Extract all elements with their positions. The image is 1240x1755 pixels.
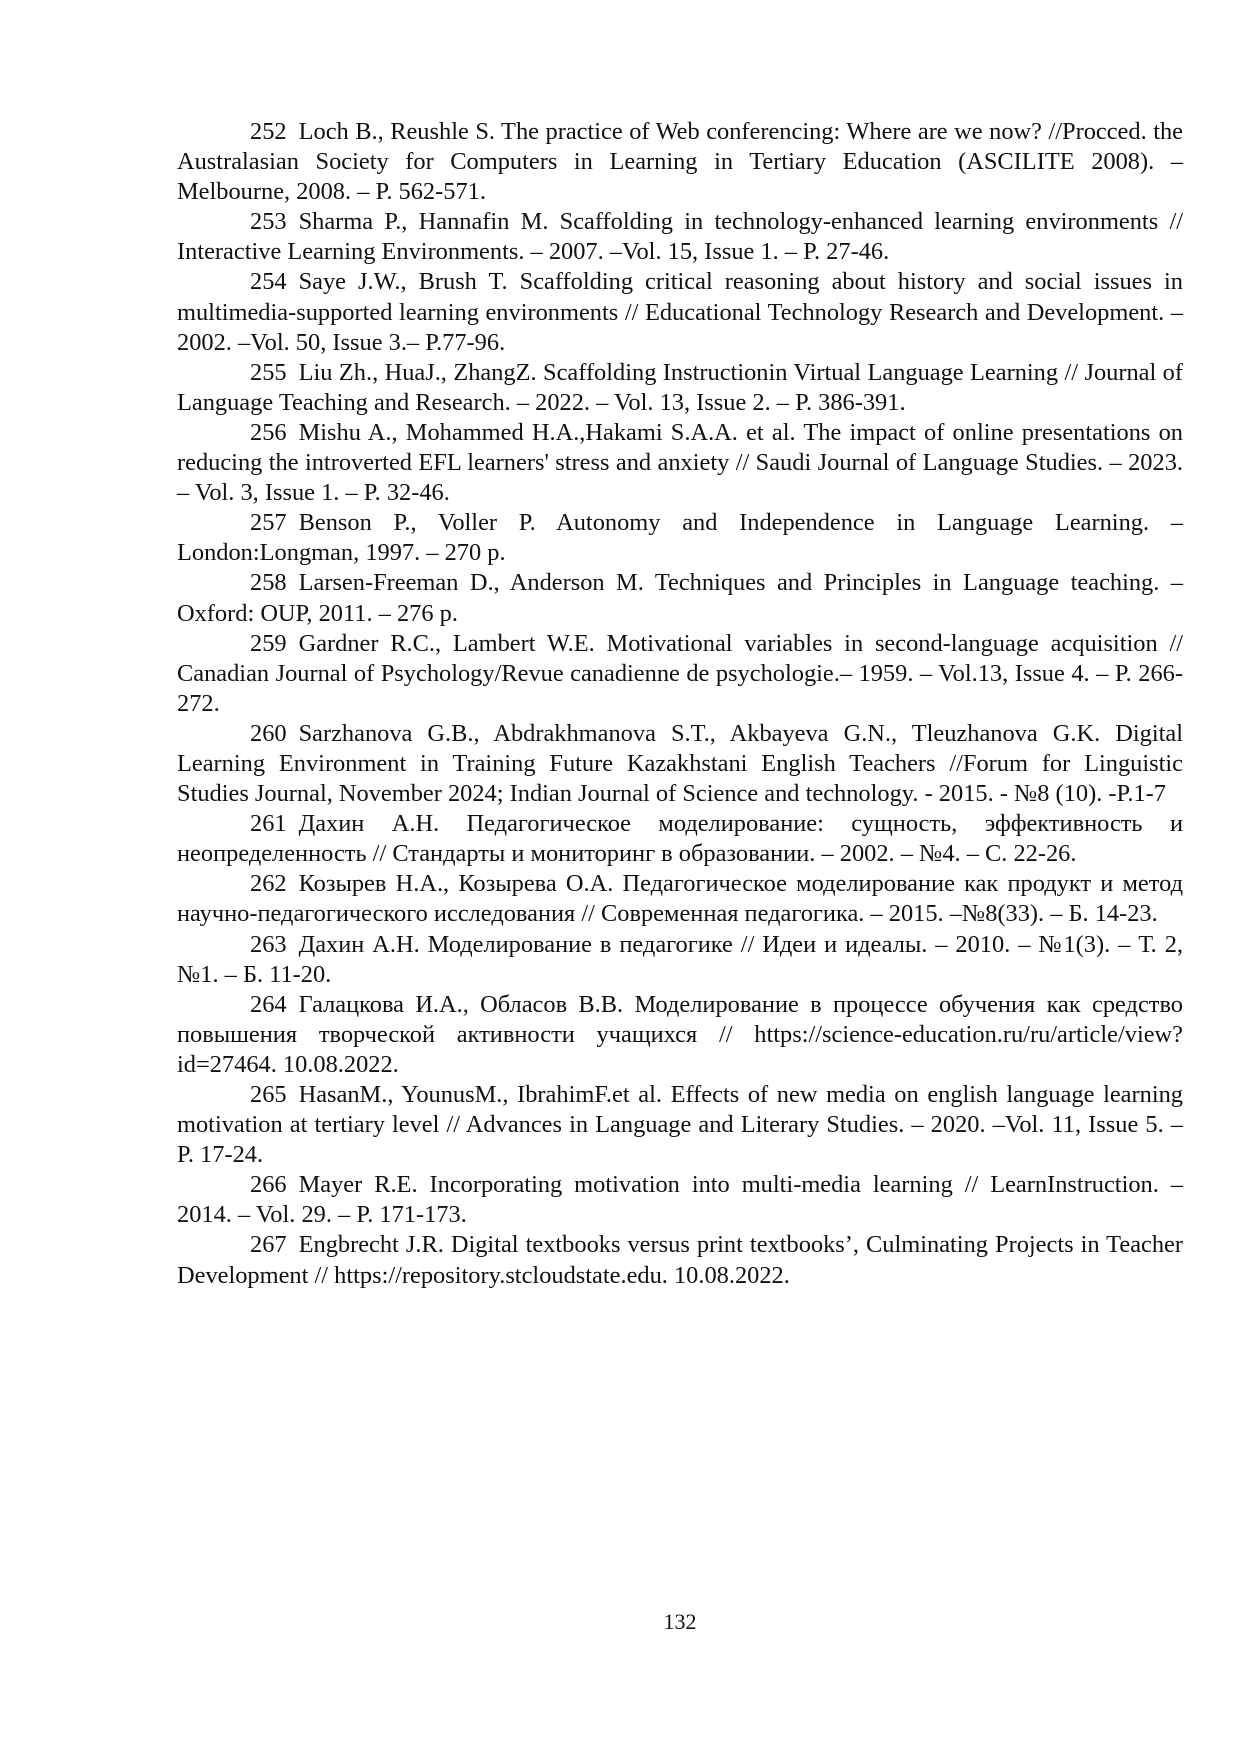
reference-item [177,358,1183,418]
reference-text: Engbrecht J.R. Digital textbooks versus print textbooks’, Culminating Projects in Teacher Development // https://repository.stcloudstate.edu. 10.08.2022. [177,1231,1183,1289]
reference-item [177,1080,1183,1170]
reference-item [177,809,1183,869]
reference-number: 259 [250,629,287,657]
reference-item [177,719,1183,809]
reference-text: Gardner R.C., Lambert W.E. Motivational variables in second-language acquisition // Canadian Journal of Psychology/Revue canadienne de psychologie.– 1959. – Vol.13, Issue 4. – P. 266-272. [177,629,1183,717]
reference-item [177,418,1183,508]
reference-text: Sharma P., Hannafin M. Scaffolding in technology-enhanced learning environments // Interactive Learning Environments. – 2007. –Vol. 15, Issue 1. – P. 27-46. [177,208,1183,266]
reference-text: Loch B., Reushle S. The practice of Web conferencing: Where are we now? //Procced. the Australasian Society for Computers in Learning in Tertiary Education (ASCILITE 2008). – Melbourne, 2008. – P. 562-571. [177,118,1183,206]
reference-number: 263 [250,930,287,958]
reference-item [177,568,1183,628]
reference-item [177,869,1183,929]
reference-number: 261 [250,810,287,838]
reference-text: HasanM., YounusM., IbrahimF.et al. Effects of new media on english language learning motivation at tertiary level // Advances in Language and Literary Studies. – 2020. –Vol. 11, Issue 5. – P. 17-24. [177,1081,1183,1169]
reference-number: 265 [250,1081,287,1108]
reference-text: Larsen-Freeman D., Anderson M. Techniques and Principles in Language teaching. – Oxford: OUP, 2011. – 276 p. [177,569,1183,627]
reference-number: 267 [250,1231,287,1259]
reference-item [177,1230,1183,1290]
reference-item [177,207,1183,267]
reference-text: Дахин А.Н. Педагогическое моделирование: сущность, эффективность и неопределенность // Стандарты и мониторинг в образовании. – 2002. – №4. – С. 22-26. [177,810,1183,868]
reference-number: 254 [250,268,287,296]
reference-item [177,508,1183,568]
reference-number: 266 [250,1171,287,1199]
reference-text: Liu Zh., HuaJ., ZhangZ. Scaffolding Instructionin Virtual Language Learning // Journal of Language Teaching and Research. – 2022. – Vol. 13, Issue 2. – P. 386-391. [177,358,1183,416]
reference-number: 256 [250,418,287,446]
page-number: 132 [663,1609,697,1634]
reference-text: Козырев Н.А., Козырева О.А. Педагогическое моделирование как продукт и метод научно-педагогического исследования // Современная педагогика. – 2015. –№8(33). – Б. 14-23. [177,870,1183,928]
reference-list [177,117,1183,1291]
reference-number: 252 [250,118,287,145]
reference-text: Sarzhanova G.B., Abdrakhmanova S.T., Akbayeva G.N., Tleuzhanova G.K. Digital Learning Environment in Training Future Kazakhstani English Teachers //Forum for Linguistic Studies Journal, November 2024; Indian Journal of Science and technology. - 2015. - №8 (10). -P.1-7 [177,719,1183,808]
reference-item [177,117,1183,207]
reference-text: Benson P., Voller P. Autonomy and Independence in Language Learning. – London:Longman, 1997. – 270 p. [177,509,1183,567]
reference-number: 253 [250,208,287,236]
reference-item [177,629,1183,719]
reference-number: 262 [250,870,287,898]
reference-text: Дахин А.Н. Моделирование в педагогике // Идеи и идеалы. – 2010. – №1(3). – Т. 2, №1. – Б. 11-20. [177,930,1183,988]
reference-item [177,990,1183,1080]
reference-item [177,267,1183,357]
reference-text: Mayer R.E. Incorporating motivation into multi-media learning // LearnInstruction. – 2014. – Vol. 29. – P. 171-173. [177,1171,1183,1229]
reference-number: 255 [250,358,287,386]
reference-number: 264 [250,990,287,1018]
reference-text: Saye J.W., Brush T. Scaffolding critical reasoning about history and social issues in multimedia-supported learning environments // Educational Technology Research and Development. – 2002. –Vol. 50, Issue 3.– P.77-96. [177,268,1183,356]
reference-item [177,930,1183,990]
reference-number: 258 [250,569,287,597]
reference-item [177,1170,1183,1230]
reference-text: Галацкова И.А., Обласов В.В. Моделирование в процессе обучения как средство повышения творческой активности учащихся // https://science-education.ru/ru/article/view?id=27464. 10.08.2022. [177,990,1183,1078]
reference-text: Mishu A., Mohammed H.A.,Hakami S.A.A. et al. The impact of online presentations on reducing the introverted EFL learners' stress and anxiety // Saudi Journal of Language Studies. – 2023. – Vol. 3, Issue 1. – P. 32-46. [177,418,1183,507]
reference-number: 260 [250,719,287,747]
reference-number: 257 [250,509,287,537]
